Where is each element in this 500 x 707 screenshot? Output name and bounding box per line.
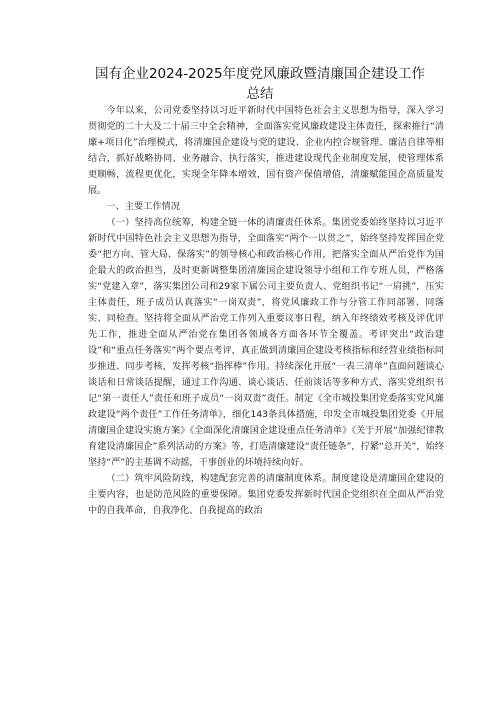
section-paragraph-2: （二）筑牢风险防线，构建配套完善的清廉制度体系。制度建设是清廉国企建设的主要内容，也是防范风险的重要保障。集团党委发挥新时代国企党组织在全面从严治党中的自我革命，自我净化、自我提高的政治	[88, 473, 444, 516]
document-title: 国有企业2024-2025年度党风廉政暨清廉国企建设工作总结	[94, 66, 426, 102]
intro-paragraph: 今年以来，公司党委坚持以习近平新时代中国特色社会主义思想为指导，深入学习贯彻党的二十大及二十届三中全会精神，全面落实党风廉政建设主体责任，探索推行“清廉+项目化”治理模式，将清廉国企建设与党的建设、企业内控合规管理、廉洁自律等相结合，抓好战略协同、业务融合、执行落实，推进建设现代企业制度发展，使管理体系更顺畅，流程更优化，实现全年降本增效，国有资产保值增值，清廉赋能国企高质量发展。	[88, 105, 444, 196]
document-body	[88, 103, 444, 519]
section-heading: 一、主要工作情况	[106, 201, 180, 212]
section-paragraph-1: （一）坚持高位统筹，构建全链一体的清廉责任体系。集团党委始终坚持以习近平新时代中国特色社会主义思想为指导，全面落实“两个一以贯之”，始终坚持发挥国企党委“把方向、管大局、保落实”的领导核心和政治核心作用，把落实全面从严治党作为国企最大的政治担当，及时更新调整集团清廉国企建设领导小组和工作专班人员，严格落实“党建入章”，落实集团公司和29家下属公司主要负责人、党组织书记“一肩挑”，压实主体责任，班子成员认真落实“一岗双责”，将党风廉政工作与分管工作同部署、同落实、同检查。坚持将全面从严治党工作列入重要议事日程，纳入年终绩效考核及评优评先工作，推进全面从严治党在集团各领域各方面各环节全覆盖。考评突出“政治建设”和“重点任务落实”两个要点考评，真正做到清廉国企建设考核指标和经营业绩指标同步推进、同步考核，发挥考核“指挥棒”作用。持续深化开展“一表三清单”直面问题谈心谈话和日常谈话提醒，通过工作沟通、谈心谈话、任前谈话等多种方式，落实党组织书记“第一责任人”责任和班子成员“一岗双责”责任。制定《全市城投集团党委落实党风廉政建设“两个责任”工作任务清单》，细化143条具体措施，印发全市城投集团党委《开展清廉国企建设实施方案》《全面深化清廉国企建设重点任务清单》《关于开展“加强纪律教育建设清廉国企”系列活动的方案》等，打造清廉建设“责任链条”，拧紧“总开关”，始终坚持“严”的主基调不动摇，干事创业的环境持续向好。	[88, 217, 444, 468]
